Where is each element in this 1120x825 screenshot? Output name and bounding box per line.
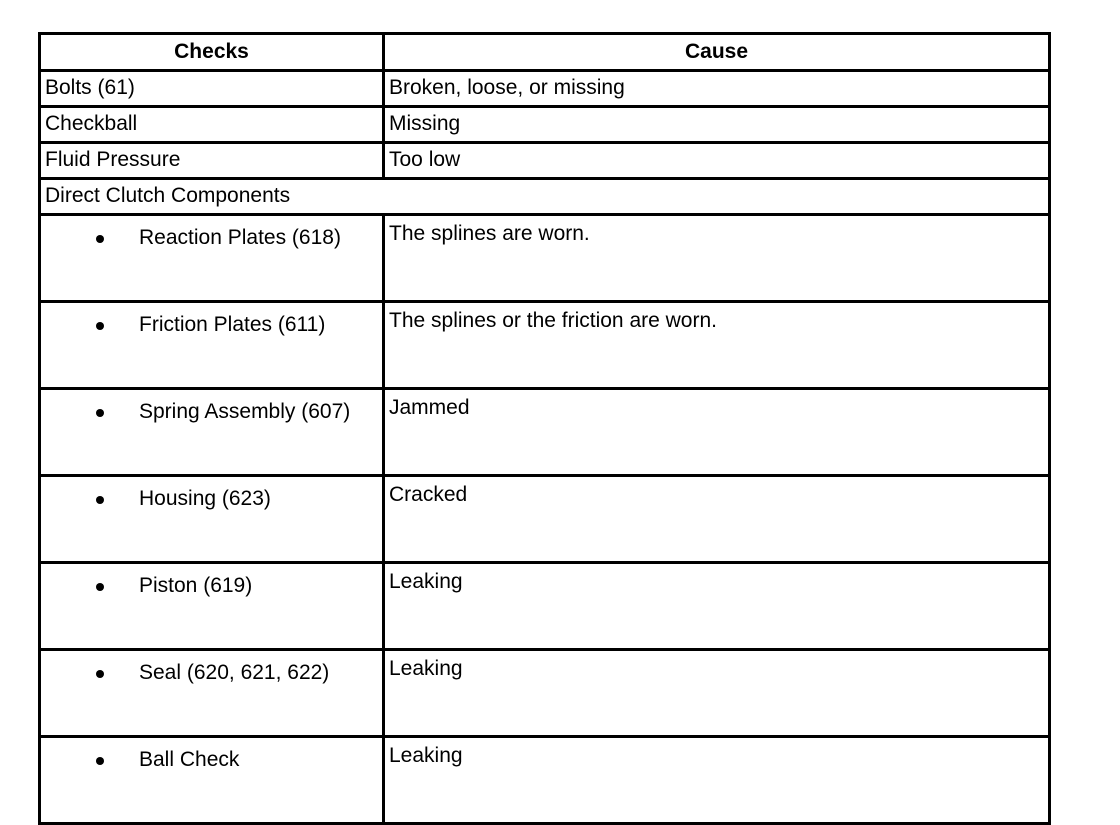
checks-column-header: Checks (40, 34, 384, 71)
group-title: Direct Clutch Components (40, 179, 1050, 215)
check-cell (40, 215, 384, 302)
table-row (40, 650, 1050, 737)
check-label: Housing (623) (139, 487, 271, 510)
check-label: Ball Check (139, 748, 240, 771)
bullet-icon (96, 670, 104, 678)
table-row (40, 476, 1050, 563)
check-cell (40, 476, 384, 563)
cause-cell: Cracked (384, 476, 1050, 563)
bullet-icon (96, 583, 104, 591)
table-row (40, 107, 1050, 143)
bullet-icon (96, 757, 104, 765)
check-cell: Bolts (61) (40, 71, 384, 107)
check-cell: Fluid Pressure (40, 143, 384, 179)
bullet-icon (96, 235, 104, 243)
cause-cell: Leaking (384, 650, 1050, 737)
table-row (40, 563, 1050, 650)
check-label: Friction Plates (611) (139, 313, 326, 336)
check-cell (40, 650, 384, 737)
cause-cell: Missing (384, 107, 1050, 143)
cause-cell: Leaking (384, 737, 1050, 824)
check-label: Seal (620, 621, 622) (139, 661, 330, 684)
cause-cell: Too low (384, 143, 1050, 179)
cause-cell: Leaking (384, 563, 1050, 650)
table-row (40, 143, 1050, 179)
check-cell (40, 302, 384, 389)
cause-cell: The splines are worn. (384, 215, 1050, 302)
bullet-icon (96, 322, 104, 330)
table-row (40, 389, 1050, 476)
table-row (40, 302, 1050, 389)
bullet-icon (96, 496, 104, 504)
check-label: Spring Assembly (607) (139, 400, 351, 423)
group-header-row (40, 179, 1050, 215)
check-cell (40, 389, 384, 476)
cause-cell: Jammed (384, 389, 1050, 476)
checks-cause-table (38, 32, 1051, 825)
check-cell (40, 737, 384, 824)
check-label: Reaction Plates (618) (139, 226, 341, 249)
bullet-icon (96, 409, 104, 417)
cause-cell: The splines or the friction are worn. (384, 302, 1050, 389)
table-row (40, 71, 1050, 107)
check-label: Piston (619) (139, 574, 253, 597)
check-cell (40, 563, 384, 650)
table-row (40, 215, 1050, 302)
cause-column-header: Cause (384, 34, 1050, 71)
check-cell: Checkball (40, 107, 384, 143)
table-header-row (40, 34, 1050, 71)
table-row (40, 737, 1050, 824)
cause-cell: Broken, loose, or missing (384, 71, 1050, 107)
